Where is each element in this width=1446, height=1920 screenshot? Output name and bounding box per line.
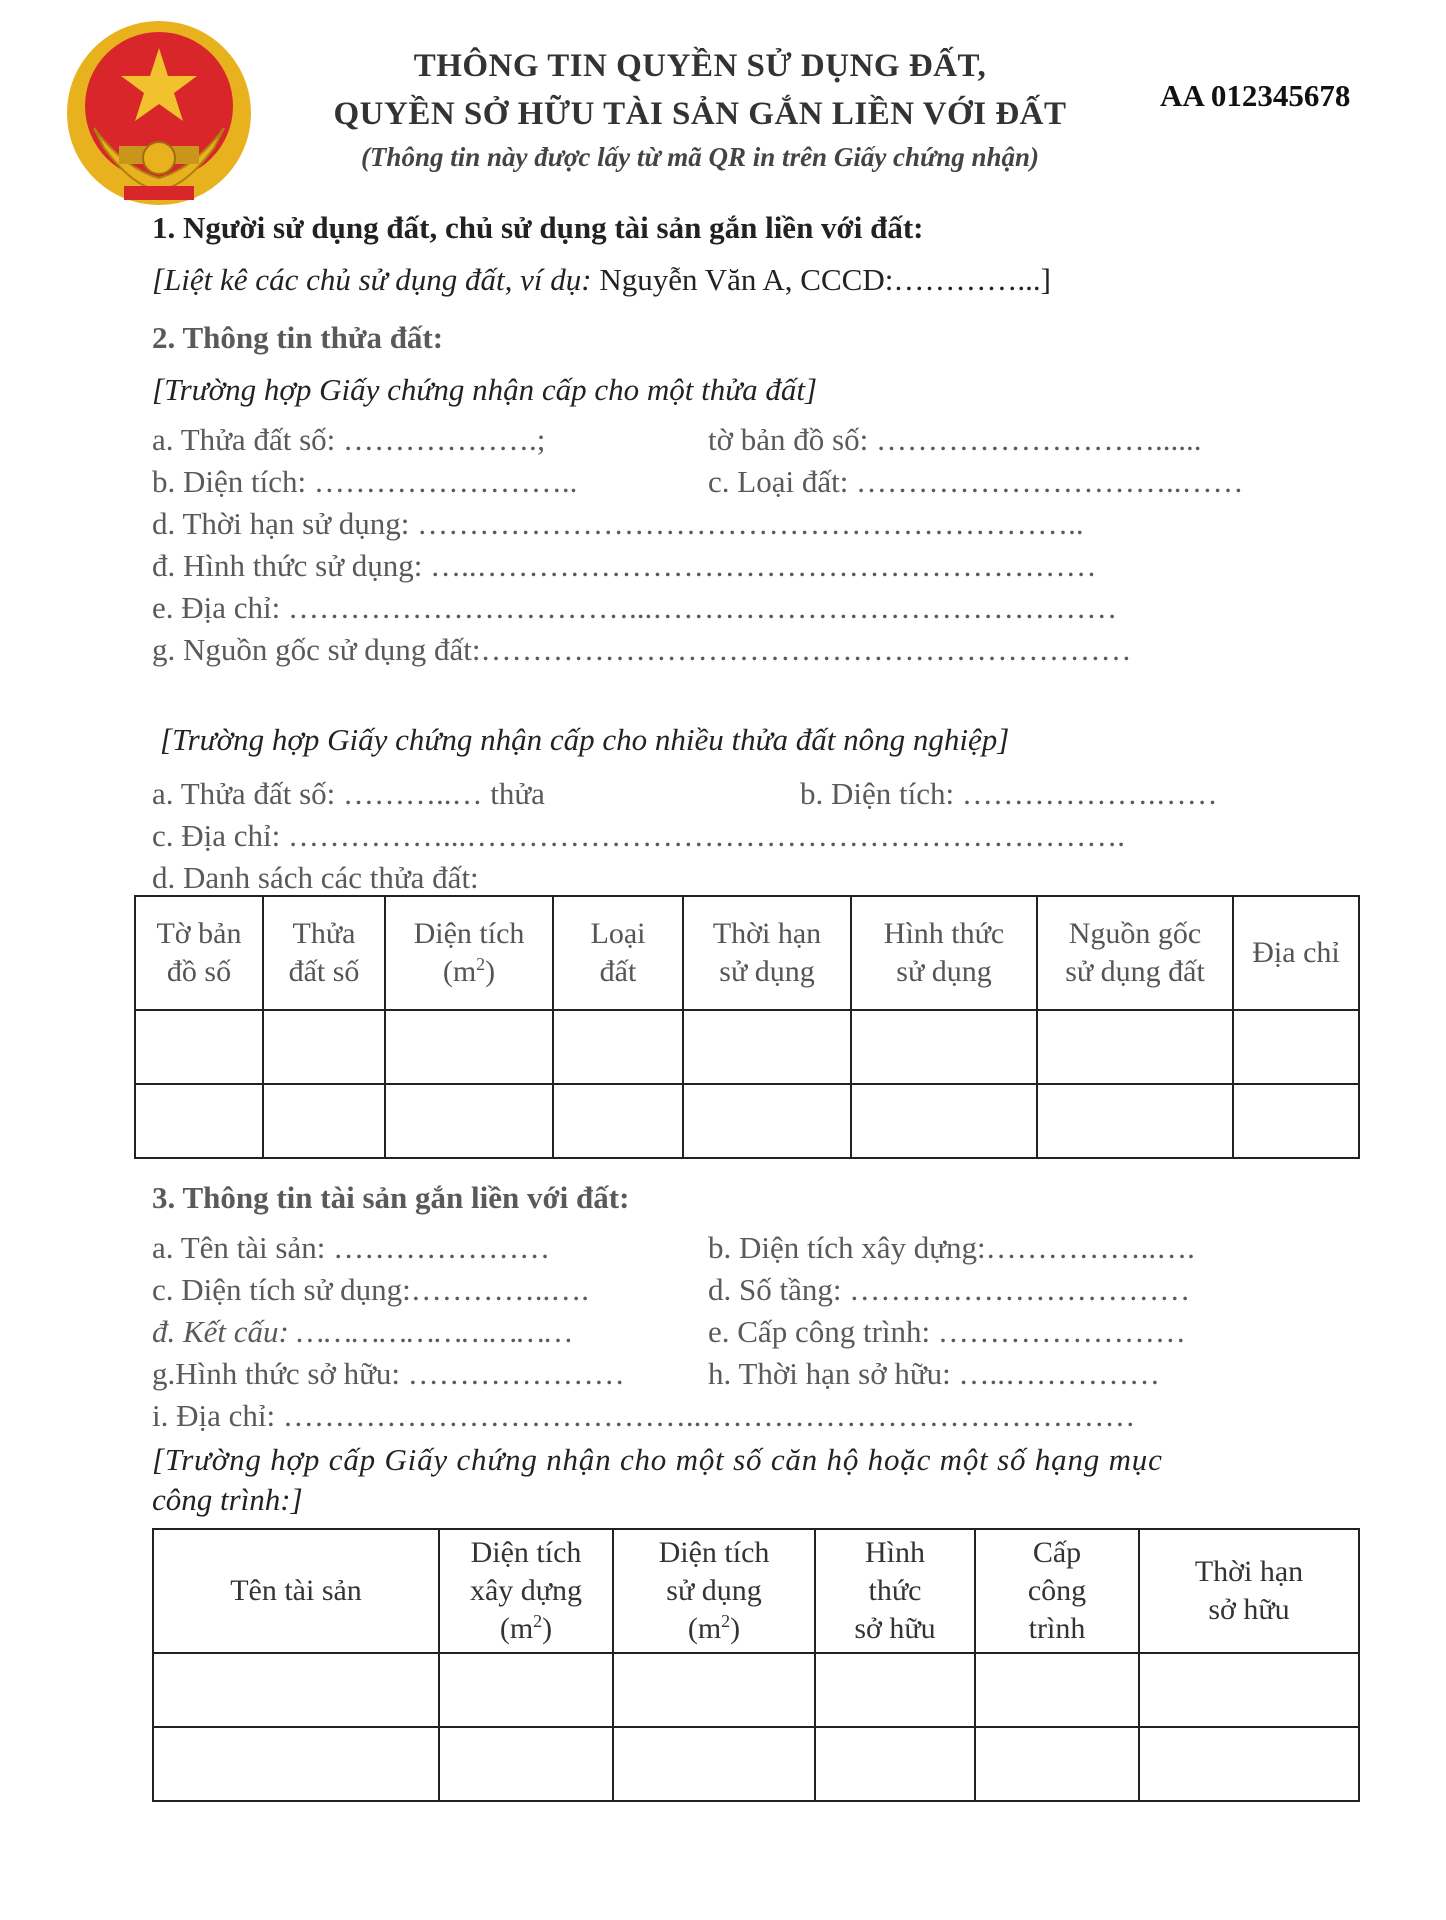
floors-field: d. Số tầng: …………………………… xyxy=(708,1272,1191,1307)
section1-note xyxy=(152,262,1051,298)
asset-address-field: i. Địa chỉ: …………………………………..…………………………………… xyxy=(152,1398,1136,1433)
apartment-note-line-2: công trình:] xyxy=(152,1482,303,1517)
section1-note-italic: [Liệt kê các chủ sử dụng đất, ví dụ: xyxy=(152,262,592,297)
section3-heading: 3. Thông tin tài sản gắn liền với đất: xyxy=(152,1180,630,1215)
single-parcel-title: [Trường hợp Giấy chứng nhận cấp cho một thửa đất] xyxy=(152,372,818,407)
asset-table-header-row xyxy=(153,1529,1359,1653)
multi-parcel-count-field: a. Thửa đất số: ………..… thửa xyxy=(152,776,545,811)
col-asset-name: Tên tài sản xyxy=(153,1529,439,1653)
document-subtitle: (Thông tin này được lấy từ mã QR in trên Giấy chứng nhận) xyxy=(360,142,1040,172)
col-origin: Nguồn gốc sử dụng đất xyxy=(1037,896,1233,1010)
col-construction-area: Diện tích xây dựng $(m^2)$ xyxy=(439,1529,613,1653)
section2-heading: 2. Thông tin thửa đất: xyxy=(152,320,444,355)
title-line-1: THÔNG TIN QUYỀN SỬ DỤNG ĐẤT, xyxy=(413,48,987,84)
land-origin-field: g. Nguồn gốc sử dụng đất:……………………………………………………… xyxy=(152,632,1132,667)
multi-area-field: b. Diện tích: ……………….…… xyxy=(800,776,1218,811)
national-emblem-icon xyxy=(64,18,254,208)
title-line-2: QUYỀN SỞ HỮU TÀI SẢN GẮN LIỀN VỚI ĐẤT xyxy=(333,96,1067,132)
table-row xyxy=(135,1084,1359,1158)
table-row xyxy=(153,1727,1359,1801)
usable-area-field: c. Diện tích sử dụng:…………..…. xyxy=(152,1272,589,1307)
document-title xyxy=(300,42,1100,138)
section1-note-plain: Nguyễn Văn A, CCCD:…………...] xyxy=(591,262,1051,297)
area-field: b. Diện tích: …………………….. xyxy=(152,464,578,499)
asset-list-table xyxy=(152,1528,1360,1802)
col-parcel-number: Thửa đất số xyxy=(263,896,385,1010)
section1-heading: 1. Người sử dụng đất, chủ sử dụng tài sản gắn liền với đất: xyxy=(152,210,924,245)
asset-name-field: a. Tên tài sản: ………………… xyxy=(152,1230,551,1265)
land-type-field: c. Loại đất: …………………………..…… xyxy=(708,464,1244,499)
parcel-table-header-row xyxy=(135,896,1359,1010)
table-row xyxy=(135,1010,1359,1084)
col-address: Địa chỉ xyxy=(1233,896,1359,1010)
col-land-type: Loại đất xyxy=(553,896,683,1010)
parcel-list-label: d. Danh sách các thửa đất: xyxy=(152,860,479,895)
multi-address-field: c. Địa chỉ: ……………...………………………………………………………. xyxy=(152,818,1126,853)
col-ownership-term: Thời hạn sở hữu xyxy=(1139,1529,1359,1653)
usage-term-field: d. Thời hạn sử dụng: ……………………………………………………….. xyxy=(152,506,1084,541)
col-usage-form: Hình thức sử dụng xyxy=(851,896,1037,1010)
parcel-list-table xyxy=(134,895,1360,1159)
col-usable-area: Diện tích sử dụng $(m^2)$ xyxy=(613,1529,815,1653)
construction-grade-field: e. Cấp công trình: …………………… xyxy=(708,1314,1186,1349)
col-map-sheet: Tờ bản đồ số xyxy=(135,896,263,1010)
usage-form-field: đ. Hình thức sử dụng: …..…………………………………………………… xyxy=(152,548,1097,583)
parcel-number-field: a. Thửa đất số: ……………….; xyxy=(152,422,546,457)
map-sheet-field: tờ bản đồ số: ………………………...... xyxy=(708,422,1202,457)
col-construction-grade: Cấp công trình xyxy=(975,1529,1139,1653)
col-area: Diện tích $(m^2)$ xyxy=(385,896,553,1010)
serial-number: AA 012345678 xyxy=(1160,78,1351,113)
multi-parcel-title: [Trường hợp Giấy chứng nhận cấp cho nhiều thửa đất nông nghiệp] xyxy=(160,722,1010,757)
table-row xyxy=(153,1653,1359,1727)
col-ownership-form: Hình thức sở hữu xyxy=(815,1529,975,1653)
ownership-term-field: h. Thời hạn sở hữu: …..…………… xyxy=(708,1356,1161,1391)
structure-field: đ. Kết cấu: ………………………… xyxy=(152,1314,573,1349)
apartment-note-line-1: [Trường hợp cấp Giấy chứng nhận cho một số căn hộ hoặc một số hạng mục xyxy=(152,1442,1163,1477)
col-usage-term: Thời hạn sử dụng xyxy=(683,896,851,1010)
address-field: e. Địa chỉ: ……………………………...……………………………………… xyxy=(152,590,1118,625)
ownership-form-field: g.Hình thức sở hữu: ………………… xyxy=(152,1356,625,1391)
construction-area-field: b. Diện tích xây dựng:……………..…. xyxy=(708,1230,1195,1265)
